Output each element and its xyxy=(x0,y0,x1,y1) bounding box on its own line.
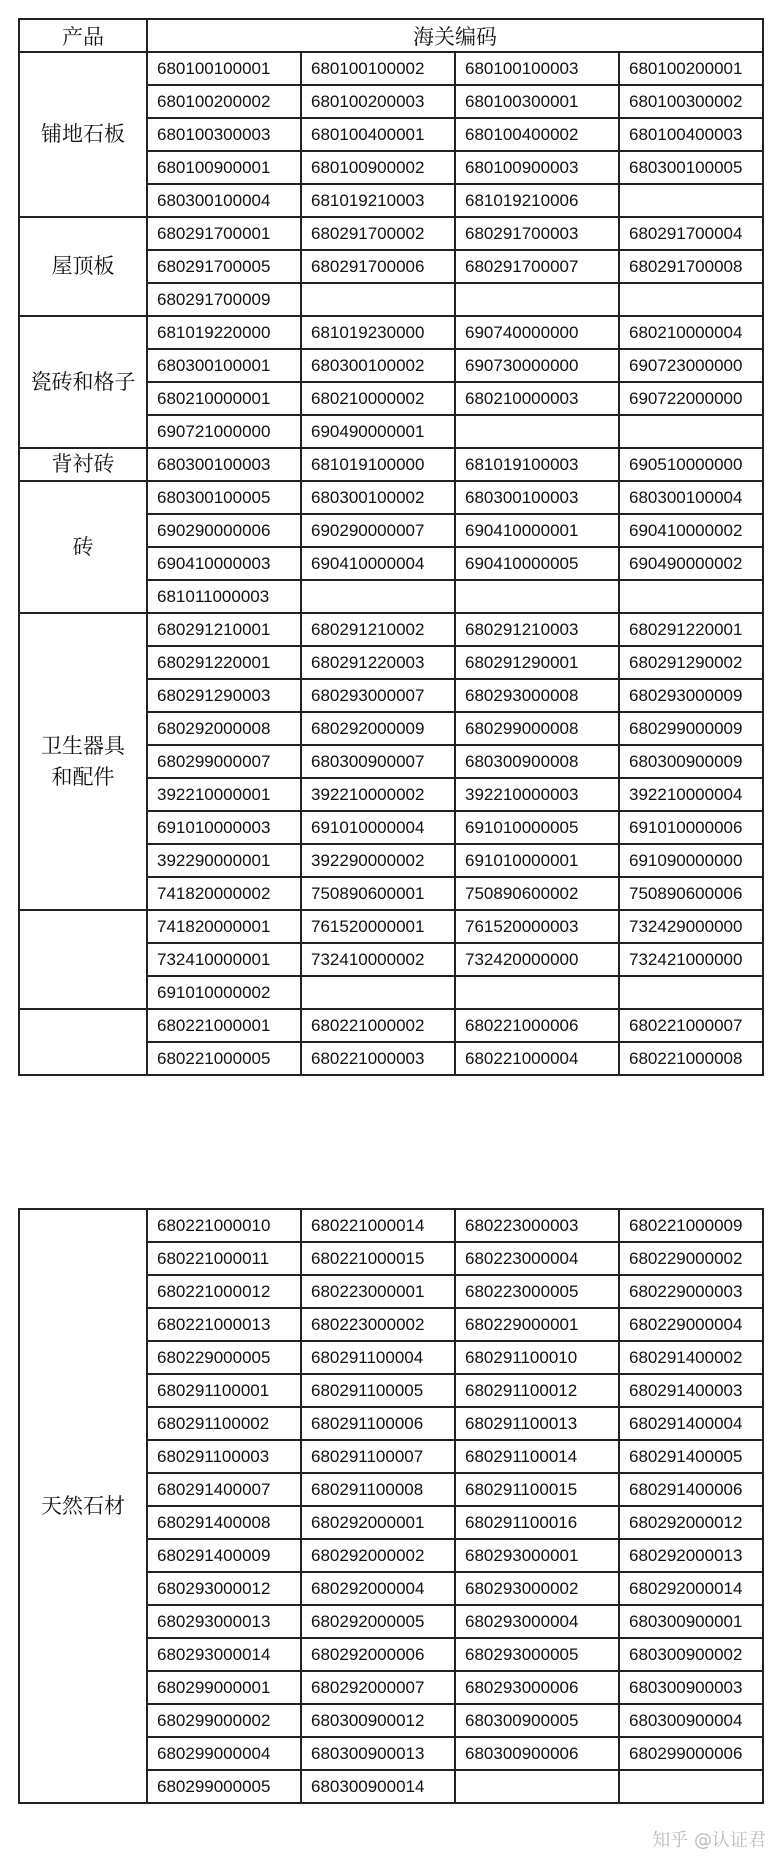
hs-code-cell: 680300900002 xyxy=(619,1638,763,1671)
hs-code-cell: 680291100013 xyxy=(455,1407,619,1440)
hs-code-cell: 690721000000 xyxy=(147,415,301,448)
hs-code-cell: 680292000007 xyxy=(301,1671,455,1704)
hs-code-cell: 680291400009 xyxy=(147,1539,301,1572)
hs-code-cell: 750890600002 xyxy=(455,877,619,910)
product-name-cell xyxy=(19,1009,147,1075)
hs-code-cell xyxy=(301,283,455,316)
hs-code-cell: 680293000004 xyxy=(455,1605,619,1638)
hs-code-cell: 680291100016 xyxy=(455,1506,619,1539)
hs-code-cell xyxy=(619,976,763,1009)
hs-code-cell: 680300100002 xyxy=(301,481,455,514)
hs-code-cell: 680291400008 xyxy=(147,1506,301,1539)
hs-code-cell: 680292000006 xyxy=(301,1638,455,1671)
hs-code-cell: 690723000000 xyxy=(619,349,763,382)
hs-code-cell xyxy=(301,580,455,613)
hs-code-cell: 680100300003 xyxy=(147,118,301,151)
hs-code-cell: 392290000002 xyxy=(301,844,455,877)
product-name-cell: 背衬砖 xyxy=(19,448,147,481)
hs-code-cell: 680291220001 xyxy=(147,646,301,679)
hs-code-cell: 680299000005 xyxy=(147,1770,301,1803)
hs-code-cell: 680291100008 xyxy=(301,1473,455,1506)
hs-code-cell: 680291400003 xyxy=(619,1374,763,1407)
hs-code-cell: 680291700005 xyxy=(147,250,301,283)
hs-code-cell: 690290000007 xyxy=(301,514,455,547)
hs-code-cell xyxy=(455,1770,619,1803)
hs-code-cell: 680291220001 xyxy=(619,613,763,646)
hs-code-cell: 690410000003 xyxy=(147,547,301,580)
product-name-cell: 卫生器具 和配件 xyxy=(19,613,147,910)
hs-code-cell: 680291100002 xyxy=(147,1407,301,1440)
hs-code-cell: 691010000001 xyxy=(455,844,619,877)
hs-code-cell: 680100100003 xyxy=(455,52,619,85)
hs-code-cell: 681019210006 xyxy=(455,184,619,217)
hs-code-cell: 680221000015 xyxy=(301,1242,455,1275)
hs-code-cell: 681011000003 xyxy=(147,580,301,613)
hs-code-cell: 680300900012 xyxy=(301,1704,455,1737)
hs-code-cell: 680221000006 xyxy=(455,1009,619,1042)
hs-code-cell xyxy=(301,976,455,1009)
hs-code-cell: 680299000004 xyxy=(147,1737,301,1770)
hs-code-cell: 690510000000 xyxy=(619,448,763,481)
watermark: 知乎 @认证君 xyxy=(652,1830,766,1851)
hs-code-cell: 680221000012 xyxy=(147,1275,301,1308)
hs-code-cell: 680210000001 xyxy=(147,382,301,415)
hs-code-cell: 680100200001 xyxy=(619,52,763,85)
hs-code-cell: 690490000001 xyxy=(301,415,455,448)
hs-code-cell: 680100900003 xyxy=(455,151,619,184)
hs-code-cell: 691010000004 xyxy=(301,811,455,844)
product-name-cell: 屋顶板 xyxy=(19,217,147,316)
hs-code-cell: 680291100015 xyxy=(455,1473,619,1506)
hs-code-cell: 680300900005 xyxy=(455,1704,619,1737)
hs-code-cell: 680291220003 xyxy=(301,646,455,679)
hs-code-cell: 741820000002 xyxy=(147,877,301,910)
hs-code-cell: 680100300002 xyxy=(619,85,763,118)
hs-code-cell: 680300100002 xyxy=(301,349,455,382)
hs-code-cell: 690410000002 xyxy=(619,514,763,547)
table-row xyxy=(19,1209,763,1242)
hs-code-cell: 392210000004 xyxy=(619,778,763,811)
hs-code-cell: 680292000009 xyxy=(301,712,455,745)
hs-code-cell: 680300900008 xyxy=(455,745,619,778)
customs-code-table-1 xyxy=(18,18,764,1076)
hs-code-cell: 732420000000 xyxy=(455,943,619,976)
hs-code-cell: 680223000002 xyxy=(301,1308,455,1341)
hs-code-cell: 680293000014 xyxy=(147,1638,301,1671)
hs-code-cell: 680291100010 xyxy=(455,1341,619,1374)
hs-code-cell: 680300100005 xyxy=(619,151,763,184)
hs-code-cell: 680293000008 xyxy=(455,679,619,712)
hs-code-cell: 680300900014 xyxy=(301,1770,455,1803)
hs-code-cell: 680291100012 xyxy=(455,1374,619,1407)
hs-code-cell: 680300100003 xyxy=(147,448,301,481)
hs-code-cell: 680223000004 xyxy=(455,1242,619,1275)
hs-code-cell: 680221000001 xyxy=(147,1009,301,1042)
hs-code-cell: 680293000009 xyxy=(619,679,763,712)
hs-code-cell: 690290000006 xyxy=(147,514,301,547)
hs-code-cell: 680300100004 xyxy=(147,184,301,217)
product-name-cell: 铺地石板 xyxy=(19,52,147,217)
table-row xyxy=(19,52,763,85)
hs-code-cell: 680292000013 xyxy=(619,1539,763,1572)
hs-code-cell: 680221000005 xyxy=(147,1042,301,1075)
hs-code-cell: 680300900013 xyxy=(301,1737,455,1770)
hs-code-cell: 680293000001 xyxy=(455,1539,619,1572)
hs-code-cell: 761520000003 xyxy=(455,910,619,943)
hs-code-cell: 680292000002 xyxy=(301,1539,455,1572)
hs-code-cell: 681019100003 xyxy=(455,448,619,481)
table-body xyxy=(19,1209,763,1803)
hs-code-cell xyxy=(619,1770,763,1803)
hs-code-cell: 680100900001 xyxy=(147,151,301,184)
header-codes: 海关编码 xyxy=(147,19,763,52)
hs-code-cell: 680292000004 xyxy=(301,1572,455,1605)
hs-code-cell: 732410000002 xyxy=(301,943,455,976)
hs-code-cell: 680293000007 xyxy=(301,679,455,712)
table-row xyxy=(19,448,763,481)
hs-code-cell: 680291700008 xyxy=(619,250,763,283)
hs-code-cell: 680291100005 xyxy=(301,1374,455,1407)
table-row xyxy=(19,1009,763,1042)
hs-code-cell: 690410000005 xyxy=(455,547,619,580)
table-row xyxy=(19,316,763,349)
hs-code-cell: 680100300001 xyxy=(455,85,619,118)
hs-code-cell: 681019220000 xyxy=(147,316,301,349)
hs-code-cell: 690410000004 xyxy=(301,547,455,580)
hs-code-cell: 680300900004 xyxy=(619,1704,763,1737)
hs-code-cell: 680299000008 xyxy=(455,712,619,745)
hs-code-cell: 680291400006 xyxy=(619,1473,763,1506)
hs-code-cell: 680221000013 xyxy=(147,1308,301,1341)
hs-code-cell: 680221000009 xyxy=(619,1209,763,1242)
hs-code-cell: 680229000004 xyxy=(619,1308,763,1341)
hs-code-cell: 691010000005 xyxy=(455,811,619,844)
hs-code-cell: 691090000000 xyxy=(619,844,763,877)
hs-code-cell: 680300900007 xyxy=(301,745,455,778)
hs-code-cell: 680292000001 xyxy=(301,1506,455,1539)
customs-code-table-2 xyxy=(18,1208,764,1804)
product-name-cell xyxy=(19,910,147,1009)
hs-code-cell: 680229000001 xyxy=(455,1308,619,1341)
hs-code-cell: 690490000002 xyxy=(619,547,763,580)
table-body xyxy=(19,52,763,1075)
hs-code-cell: 680291700001 xyxy=(147,217,301,250)
hs-code-cell: 392210000002 xyxy=(301,778,455,811)
hs-code-cell: 680223000003 xyxy=(455,1209,619,1242)
hs-code-cell: 680223000001 xyxy=(301,1275,455,1308)
hs-code-cell: 681019100000 xyxy=(301,448,455,481)
hs-code-cell: 690740000000 xyxy=(455,316,619,349)
hs-code-cell: 691010000002 xyxy=(147,976,301,1009)
header-row xyxy=(19,19,763,52)
hs-code-cell: 680291400005 xyxy=(619,1440,763,1473)
hs-code-cell: 680293000012 xyxy=(147,1572,301,1605)
table-row xyxy=(19,910,763,943)
hs-code-cell: 680221000008 xyxy=(619,1042,763,1075)
hs-code-cell xyxy=(619,283,763,316)
hs-code-cell: 690410000001 xyxy=(455,514,619,547)
hs-code-cell: 680299000007 xyxy=(147,745,301,778)
hs-code-cell: 392290000001 xyxy=(147,844,301,877)
hs-code-cell: 680292000012 xyxy=(619,1506,763,1539)
product-name-cell: 天然石材 xyxy=(19,1209,147,1803)
hs-code-cell: 680300900003 xyxy=(619,1671,763,1704)
hs-code-cell: 680299000001 xyxy=(147,1671,301,1704)
hs-code-cell: 680293000013 xyxy=(147,1605,301,1638)
hs-code-cell: 680300900001 xyxy=(619,1605,763,1638)
hs-code-cell: 691010000006 xyxy=(619,811,763,844)
hs-code-cell: 680100400002 xyxy=(455,118,619,151)
hs-code-cell: 680221000007 xyxy=(619,1009,763,1042)
hs-code-cell: 680229000005 xyxy=(147,1341,301,1374)
hs-code-cell: 680291100003 xyxy=(147,1440,301,1473)
hs-code-cell: 680100900002 xyxy=(301,151,455,184)
hs-code-cell: 680229000002 xyxy=(619,1242,763,1275)
hs-code-cell: 680221000010 xyxy=(147,1209,301,1242)
table-row xyxy=(19,613,763,646)
hs-code-cell: 732421000000 xyxy=(619,943,763,976)
hs-code-cell: 680221000014 xyxy=(301,1209,455,1242)
hs-code-cell: 680299000009 xyxy=(619,712,763,745)
hs-code-cell xyxy=(455,580,619,613)
hs-code-cell: 680291400002 xyxy=(619,1341,763,1374)
hs-code-cell xyxy=(619,415,763,448)
hs-code-cell: 680291100001 xyxy=(147,1374,301,1407)
hs-code-cell: 680293000006 xyxy=(455,1671,619,1704)
hs-code-cell: 680291400007 xyxy=(147,1473,301,1506)
hs-code-cell: 680100400003 xyxy=(619,118,763,151)
hs-code-cell: 680210000002 xyxy=(301,382,455,415)
hs-code-cell: 680291210001 xyxy=(147,613,301,646)
hs-code-cell: 680100100001 xyxy=(147,52,301,85)
hs-code-cell xyxy=(619,184,763,217)
hs-code-cell xyxy=(455,415,619,448)
hs-code-cell: 680223000005 xyxy=(455,1275,619,1308)
hs-code-cell: 680100200002 xyxy=(147,85,301,118)
hs-code-cell: 680300100005 xyxy=(147,481,301,514)
hs-code-cell: 680292000005 xyxy=(301,1605,455,1638)
header-product: 产品 xyxy=(19,19,147,52)
hs-code-cell xyxy=(455,283,619,316)
hs-code-cell: 680299000006 xyxy=(619,1737,763,1770)
product-name-cell: 瓷砖和格子 xyxy=(19,316,147,448)
hs-code-cell: 680291290003 xyxy=(147,679,301,712)
hs-code-cell: 680293000005 xyxy=(455,1638,619,1671)
hs-code-cell: 680291700009 xyxy=(147,283,301,316)
hs-code-cell: 750890600001 xyxy=(301,877,455,910)
hs-code-cell: 680300100003 xyxy=(455,481,619,514)
hs-code-cell: 680100200003 xyxy=(301,85,455,118)
hs-code-cell: 680291210003 xyxy=(455,613,619,646)
hs-code-cell: 680291100014 xyxy=(455,1440,619,1473)
hs-code-cell: 761520000001 xyxy=(301,910,455,943)
hs-code-cell: 680300900009 xyxy=(619,745,763,778)
hs-code-cell: 680291700003 xyxy=(455,217,619,250)
hs-code-cell: 750890600006 xyxy=(619,877,763,910)
hs-code-cell: 680221000011 xyxy=(147,1242,301,1275)
hs-code-cell: 680291290001 xyxy=(455,646,619,679)
hs-code-cell: 680300100001 xyxy=(147,349,301,382)
hs-code-cell: 680299000002 xyxy=(147,1704,301,1737)
hs-code-cell: 680300100004 xyxy=(619,481,763,514)
hs-code-cell: 681019210003 xyxy=(301,184,455,217)
hs-code-cell: 680291400004 xyxy=(619,1407,763,1440)
hs-code-cell: 392210000003 xyxy=(455,778,619,811)
hs-code-cell xyxy=(455,976,619,1009)
hs-code-cell: 680292000014 xyxy=(619,1572,763,1605)
hs-code-cell: 680300900006 xyxy=(455,1737,619,1770)
hs-code-cell: 680221000003 xyxy=(301,1042,455,1075)
hs-code-cell: 680291700002 xyxy=(301,217,455,250)
hs-code-cell: 691010000003 xyxy=(147,811,301,844)
hs-code-cell: 392210000001 xyxy=(147,778,301,811)
hs-code-cell: 680221000004 xyxy=(455,1042,619,1075)
hs-code-cell: 680229000003 xyxy=(619,1275,763,1308)
hs-code-cell: 681019230000 xyxy=(301,316,455,349)
hs-code-cell: 680291210002 xyxy=(301,613,455,646)
hs-code-cell: 680221000002 xyxy=(301,1009,455,1042)
hs-code-cell: 680291700006 xyxy=(301,250,455,283)
hs-code-cell: 741820000001 xyxy=(147,910,301,943)
hs-code-cell: 690730000000 xyxy=(455,349,619,382)
hs-code-cell: 732429000000 xyxy=(619,910,763,943)
product-name-cell: 砖 xyxy=(19,481,147,613)
hs-code-cell: 680100400001 xyxy=(301,118,455,151)
hs-code-cell: 680100100002 xyxy=(301,52,455,85)
hs-code-cell: 690722000000 xyxy=(619,382,763,415)
hs-code-cell: 732410000001 xyxy=(147,943,301,976)
hs-code-cell: 680291290002 xyxy=(619,646,763,679)
table-row xyxy=(19,217,763,250)
hs-code-cell: 680210000003 xyxy=(455,382,619,415)
table-row xyxy=(19,481,763,514)
hs-code-cell: 680291100007 xyxy=(301,1440,455,1473)
hs-code-cell: 680291700004 xyxy=(619,217,763,250)
hs-code-cell: 680292000008 xyxy=(147,712,301,745)
hs-code-cell: 680291700007 xyxy=(455,250,619,283)
hs-code-cell: 680291100006 xyxy=(301,1407,455,1440)
hs-code-cell: 680291100004 xyxy=(301,1341,455,1374)
hs-code-cell xyxy=(619,580,763,613)
hs-code-cell: 680293000002 xyxy=(455,1572,619,1605)
hs-code-cell: 680210000004 xyxy=(619,316,763,349)
